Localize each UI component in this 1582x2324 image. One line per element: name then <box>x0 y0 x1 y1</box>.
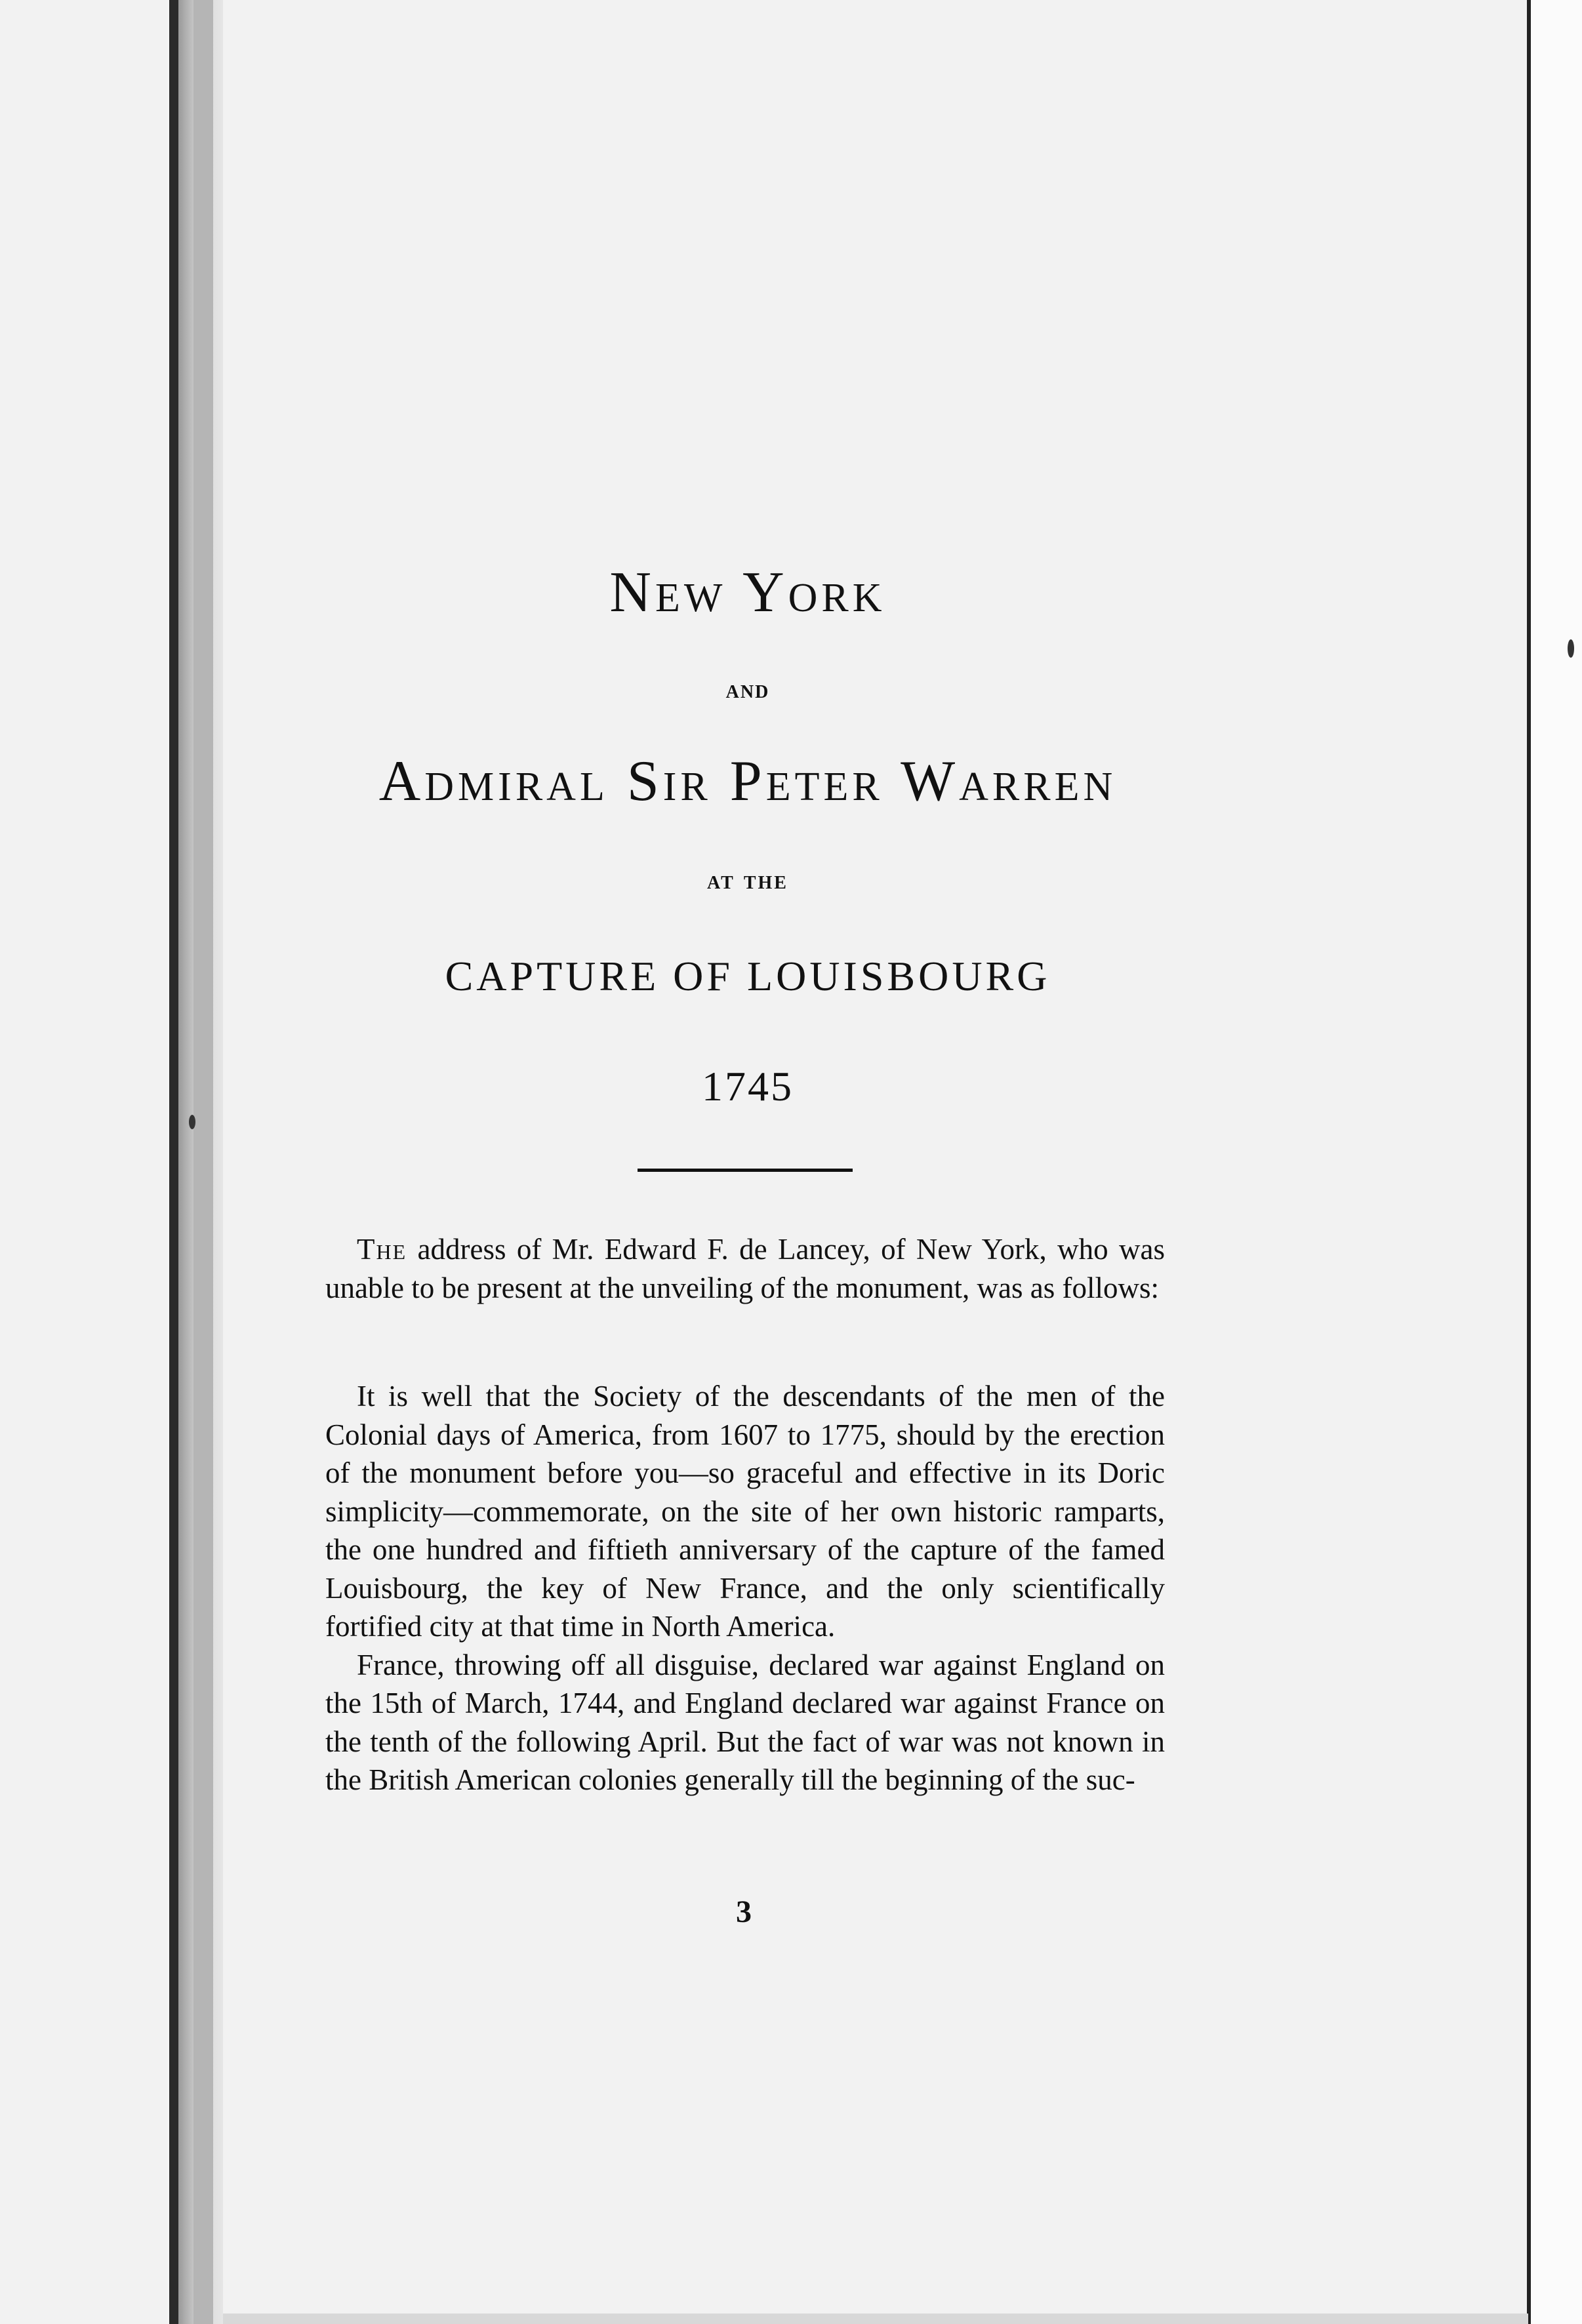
right-margin <box>1531 0 1582 2324</box>
page-number: 3 <box>736 1894 752 1929</box>
gutter-band <box>193 0 213 2324</box>
title-admiral-sir-peter-warren: Admiral Sir Peter Warren <box>378 750 1117 813</box>
scan-speck <box>1568 639 1574 658</box>
title-rule <box>638 1169 853 1172</box>
title-and: and <box>725 674 770 704</box>
binding-edge <box>169 0 178 2324</box>
intro-paragraph <box>325 1230 1165 1307</box>
title-at-the: at the <box>707 865 788 894</box>
intro-text: address of Mr. Edward F. de Lancey, of New York, who was unable to be present at the unveiling of the monument, was as follows: <box>325 1233 1165 1304</box>
page <box>223 0 1528 2324</box>
facing-page-edge <box>0 0 167 2324</box>
title-new-york: New York <box>609 561 886 624</box>
title-capture-of-louisbourg: CAPTURE OF LOUISBOURG <box>445 953 1051 999</box>
page-bottom-edge <box>223 2314 1528 2324</box>
body-paragraph: France, throwing off all disguise, declared war against England on the 15th of March, 1744, and England declared war against France on the tenth of the following April. But the fact of war was not known in the British American colonies generally till the beginning of the suc- <box>325 1648 1165 1796</box>
intro-lead-word: The <box>357 1233 407 1266</box>
scan-speck <box>189 1115 195 1129</box>
body-text <box>325 1377 1165 1799</box>
title-year: 1745 <box>702 1063 794 1110</box>
body-paragraph: It is well that the Society of the descendants of the men of the Colonial days of America, from 1607 to 1775, should by the erection of the monument before you—so graceful and effective in its Doric simplicity—commemorate, on the site of her own historic ramparts, the one hundred and fiftieth anniversary of the capture of the famed Louisbourg, the key of New France, and the only scientifically fortified city at that time in North America. <box>325 1380 1165 1643</box>
